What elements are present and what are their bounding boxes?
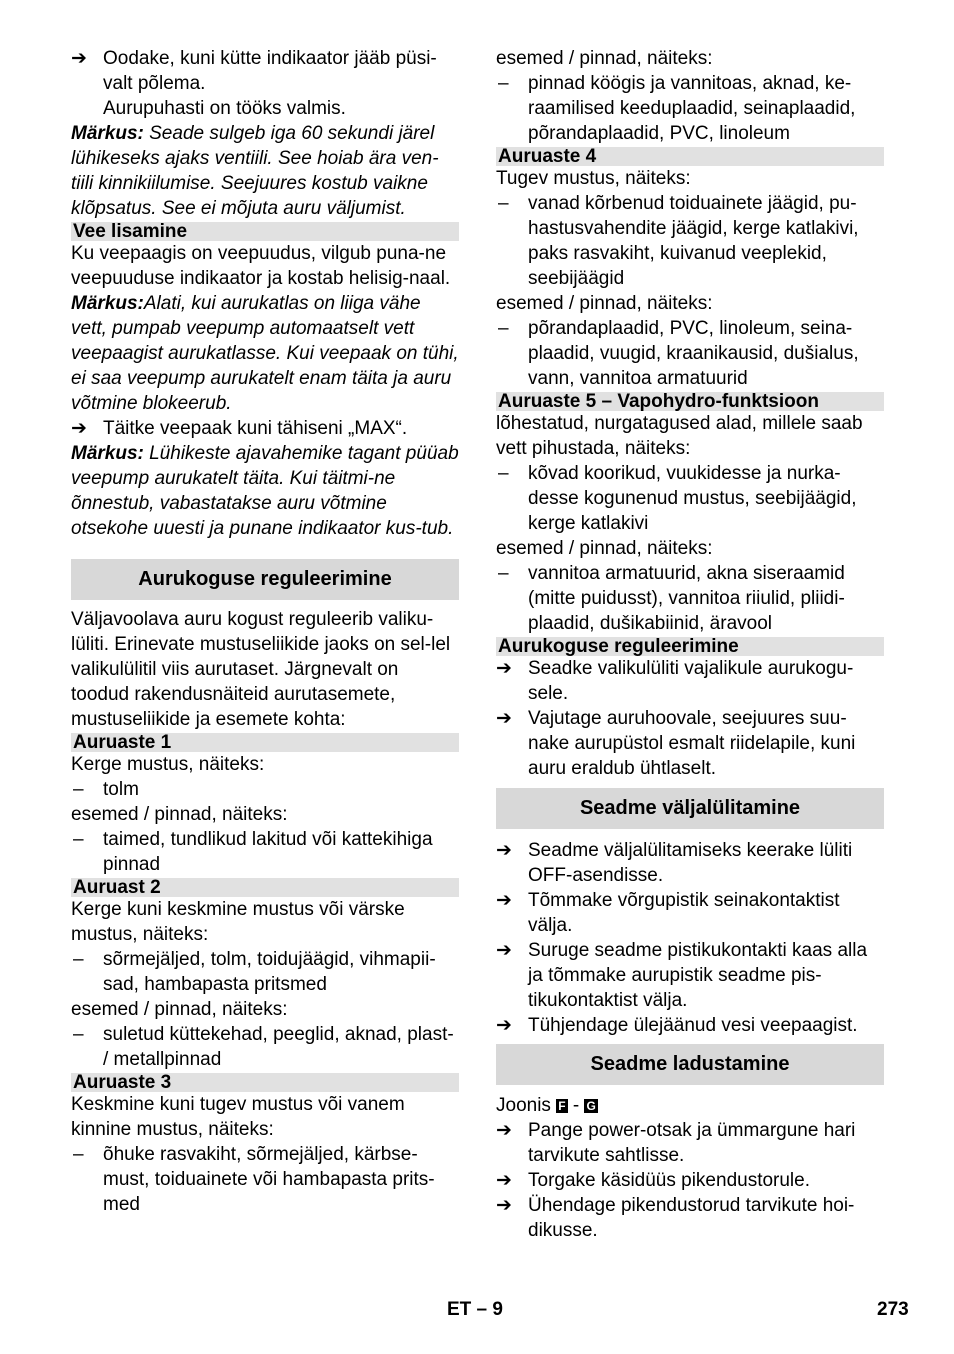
dash-icon: – (73, 779, 84, 800)
list-item: – kõvad koorikud, vuukidesse ja nurka-desse kogunenud mustus, seebijäägid, kerge katlakivi (498, 463, 857, 534)
list-item: – sõrmejäljed, tolm, toidujäägid, vihmapii-sad, hambapasta pritsmed (73, 949, 436, 995)
dash-icon: – (498, 563, 509, 584)
dash-icon: – (498, 463, 509, 484)
list-item: – põrandaplaadid, PVC, linoleum, seina-plaadid, vuugid, kraanikausid, dušialus, vann, vannitoa armatuurid (498, 318, 859, 389)
subheading-level-4: Auruaste 4 (496, 147, 884, 166)
arrow-icon: ➔ (496, 1195, 512, 1216)
level-2-text: Kerge kuni keskmine mustus või värske mustus, näiteks: (71, 899, 405, 945)
list-item: – suletud küttekehad, peeglid, aknad, plast- / metallpinnad (73, 1024, 454, 1070)
arrow-icon: ➔ (496, 840, 512, 861)
arrow-icon: ➔ (496, 1170, 512, 1191)
bullet-steam-plug: ➔ Suruge seadme pistikukontakti kaas alla ja tõmmake aurupistik seadme pis-tikukontaktist välja. (496, 940, 868, 1011)
arrow-icon: ➔ (496, 940, 512, 961)
page-number: 273 (877, 1299, 909, 1320)
level-3-text: Keskmine kuni tugev mustus või vanem kinnine mustus, näiteks: (71, 1094, 405, 1140)
subheading-vee-lisamine: Vee lisamine (71, 222, 459, 241)
arrow-icon: ➔ (496, 658, 512, 679)
subheading-level-3: Auruaste 3 (71, 1073, 459, 1092)
list-item: – vannitoa armatuurid, akna siseraamid (mitte puidusst), vannitoa riiulid, pliidi-plaadid, dušikabiinid, äravool (498, 563, 845, 634)
bullet-unplug: ➔ Tõmmake võrgupistik seinakontaktist välja. (496, 890, 840, 936)
figure-reference: Joonis F - G (496, 1095, 596, 1116)
list-item: – pinnad köögis ja vannitoas, aknad, ke-raamilised keeduplaadid, seinaplaadid, põrandaplaadid, PVC, linoleum (498, 73, 856, 144)
bullet-store-brush: ➔ Pange power-otsak ja ümmargune hari tarvikute sahtlisse. (496, 1120, 856, 1166)
list-item: – tolm (73, 779, 139, 800)
bullet-empty-tank: ➔ Tühjendage ülejäänud vesi veepaagist. (496, 1015, 858, 1036)
arrow-icon: ➔ (71, 418, 87, 439)
bullet-press-trigger: ➔ Vajutage auruhoovale, seejuures suu-nake aurupüstol esmalt riidelapile, kuni auru eraldub ühtlaselt. (496, 708, 856, 779)
dash-icon: – (73, 829, 84, 850)
dash-icon: – (498, 73, 509, 94)
bullet-extension-tubes: ➔ Ühendage pikendustorud tarvikute hoi-dikusse. (496, 1195, 855, 1241)
figure-g-icon: G (586, 1099, 596, 1113)
level-2-objects: esemed / pinnad, näiteks: (71, 999, 288, 1020)
subheading-steam-regulation: Aurukoguse reguleerimine (496, 637, 884, 656)
footer-section: ET – 9 (447, 1299, 503, 1320)
arrow-icon: ➔ (496, 1120, 512, 1141)
level-3-objects: esemed / pinnad, näiteks: (496, 48, 713, 69)
dash-icon: – (498, 193, 509, 214)
steam-amount-text: Väljavoolava auru kogust reguleerib valiku-lüliti. Erinevate mustuseliikide jaoks on sel-lel valikulülitil viis aurutaset. Järgnevalt on toodud rakendusnäiteid aurutasemete, mustuseliikide ja esemete kohta: (71, 609, 451, 730)
note-refill: Märkus: Lühikeste ajavahemike tagant püüab veepump aurukatelt täita. Kui täitmi-ne õnnestub, vabastatakse auru võtmine otsekohe uuesti ja punane indikaator kus-tub. (71, 443, 459, 539)
arrow-icon: ➔ (71, 48, 87, 69)
note-valve: Märkus: Seade sulgeb iga 60 sekundi järel lühikeseks ajaks ventiili. See hoiab ära ven-tiili kinnikiilumise. Seejuures kostub vaikne klõpsatus. See ei mõjuta auru väljumist. (71, 123, 439, 219)
list-item: – vanad kõrbenud toiduainete jäägid, pu-hastusvahendite jäägid, kerge katlakivi, paks rasvakiht, kuivanud veeplekid, seebijäägid (498, 193, 859, 289)
vee-text: Ku veepaagis on veepuudus, vilgub puna-ne veepuuduse indikaator ja kostab helisig-naal. (71, 243, 451, 289)
bullet-wait-indicator: ➔ Oodake, kuni kütte indikaator jääb püsi-valt põlema. (71, 48, 437, 94)
figure-f-icon: F (558, 1099, 566, 1113)
bullet-set-selector: ➔ Seadke valikulüliti vajalikule aurukogu-sele. (496, 658, 854, 704)
note-pump: Märkus:Alati, kui aurukatlas on liiga vähe vett, pumpab veepump automaatselt vett veepaagist aurukatlasse. Kui veepaak on tühi, ei saa veepump aurukatelt enam täita ja auru võtmine blokeerub. (71, 293, 459, 414)
subheading-level-2: Auruast 2 (71, 878, 459, 897)
level-5-objects: esemed / pinnad, näiteks: (496, 538, 713, 559)
subheading-level-1: Auruaste 1 (71, 733, 459, 752)
bullet-switch-off: ➔ Seadme väljalülitamiseks keerake lüliti OFF-asendisse. (496, 840, 853, 886)
arrow-icon: ➔ (496, 1015, 512, 1036)
section-heading-switch-off: Seadme väljalülitamine (496, 788, 884, 829)
level-4-text: Tugev mustus, näiteks: (496, 168, 691, 189)
dash-icon: – (73, 949, 84, 970)
section-heading-steam-amount: Aurukoguse reguleerimine (71, 559, 459, 600)
level-1-text: Kerge mustus, näiteks: (71, 754, 265, 775)
bullet-hand-nozzle: ➔ Torgake käsidüüs pikendustorule. (496, 1170, 811, 1191)
section-heading-storage: Seadme ladustamine (496, 1044, 884, 1085)
bullet-fill-tank: ➔ Täitke veepaak kuni tähiseni „MAX“. (71, 418, 408, 439)
arrow-icon: ➔ (496, 708, 512, 729)
level-1-objects: esemed / pinnad, näiteks: (71, 804, 288, 825)
ready-text: Aurupuhasti on tööks valmis. (103, 98, 346, 119)
dash-icon: – (73, 1144, 84, 1165)
right-column (496, 46, 884, 1243)
level-4-objects: esemed / pinnad, näiteks: (496, 293, 713, 314)
list-item: – õhuke rasvakiht, sõrmejäljed, kärbse-must, toiduainete või hambapasta prits-med (73, 1144, 435, 1215)
level-5-text: lõhestatud, nurgatagused alad, millele saab vett pihustada, näiteks: (496, 413, 863, 459)
left-column (71, 46, 459, 1217)
dash-icon: – (73, 1024, 84, 1045)
dash-icon: – (498, 318, 509, 339)
arrow-icon: ➔ (496, 890, 512, 911)
list-item: – taimed, tundlikud lakitud või kattekihiga pinnad (73, 829, 433, 875)
subheading-level-5: Auruaste 5 – Vapohydro-funktsioon (496, 392, 884, 411)
